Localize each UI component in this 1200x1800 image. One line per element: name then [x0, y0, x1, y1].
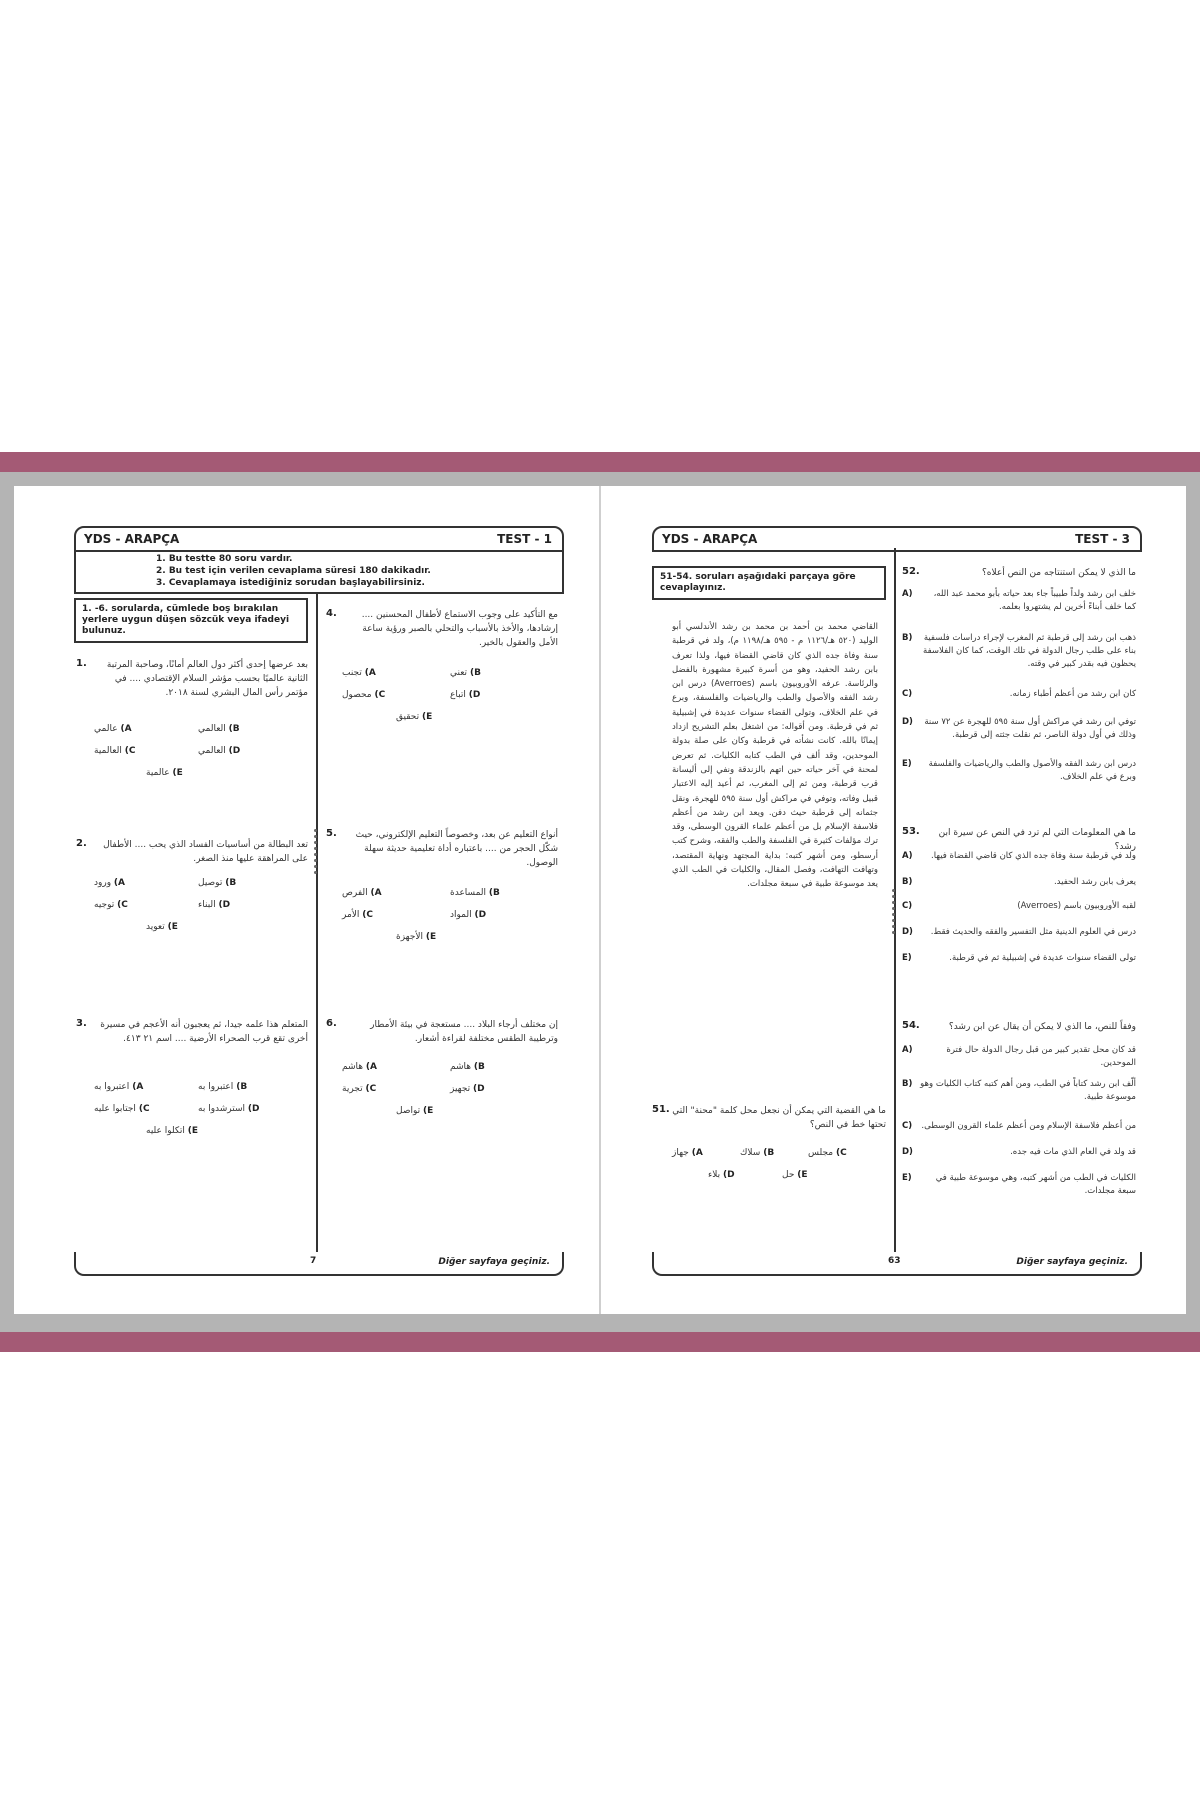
left-page [74, 526, 564, 1266]
option-b[interactable]: B) تعني [450, 668, 481, 678]
option-c[interactable]: C) العالمية [94, 746, 136, 756]
option-d[interactable]: D) اتباع [450, 690, 481, 700]
question-51 [652, 1104, 886, 1132]
question-4 [326, 608, 558, 650]
question-6-options [342, 1062, 552, 1132]
question-number: 51. [652, 1104, 670, 1115]
question-text: تعد البطالة من أساسيات الفساد الذي يحب .... الأطفال على المراهقة عليها منذ الصغر. [103, 840, 308, 864]
question-5 [326, 828, 558, 870]
question-3 [74, 1018, 308, 1046]
option-d[interactable]: D) قد ولد في العام الذي مات فيه جده. [902, 1147, 1136, 1157]
section-note-box [74, 598, 308, 643]
option-a[interactable]: A) قد كان محل تقدير كبير من قبل رجال الدولة حال فترة الموحدين. [902, 1045, 1136, 1068]
option-e[interactable]: E) حل [782, 1170, 808, 1180]
question-number: 54. [902, 1020, 920, 1031]
option-d[interactable]: D) درس في العلوم الدينية مثل التفسير والفقه والحديث فقط. [902, 927, 1136, 937]
option-b[interactable]: B) توصيل [198, 878, 237, 888]
question-5-options [342, 888, 552, 958]
question-number: 6. [326, 1018, 337, 1029]
right-page-header [652, 526, 1142, 552]
option-e[interactable]: E) عالمية [146, 768, 183, 778]
question-51-options [672, 1148, 882, 1188]
question-number: 52. [902, 566, 920, 577]
option-b[interactable]: B) ذهب ابن رشد إلى قرطبة ثم المغرب لإجراء دراسات فلسفية بناء على طلب رجال الدولة في تلك الوقت، كما كان الفلاسفة يحظون فيه بقدر كبير في وقته. [902, 633, 1136, 669]
option-c[interactable]: C) مجلس [808, 1148, 847, 1158]
next-page-note: Diğer sayfaya geçiniz. [1016, 1257, 1128, 1267]
question-text: المتعلم هذا علمه جيدا، ثم يعجبون أنه الأعجم في مسيرة أخرى تقع قرب الصحراء الأرضية .... اسم ٢١ ٤١٣. [100, 1020, 308, 1044]
option-c[interactable]: C) الأمر [342, 910, 374, 920]
section-note: 51-54. soruları aşağıdaki parçaya göre cevaplayınız. [652, 566, 886, 600]
dot-separator [314, 826, 318, 877]
question-text: ما هي القضية التي يمكن أن نجعل محل كلمة "محنة" التي تحتها خط في النص؟ [672, 1106, 886, 1130]
option-c[interactable]: C) تجرية [342, 1084, 377, 1094]
option-b[interactable]: B) اعتبروا به [198, 1082, 248, 1092]
dot-separator [892, 886, 896, 937]
top-color-band [0, 452, 1200, 472]
option-a[interactable]: A) الفرص [342, 888, 382, 898]
test-instructions [74, 550, 564, 594]
page-number: 7 [310, 1256, 317, 1266]
option-a[interactable]: A) اعتبروا به [94, 1082, 144, 1092]
option-d[interactable]: D) توفي ابن رشد في مراكش أول سنة ٥٩٥ للهجرة عن ٧٢ سنة وذلك في أول دولة الناصر، ثم نقلت جثته إلى قرطبة. [902, 717, 1136, 740]
question-text: أنواع التعليم عن بعد، وخصوصاً التعليم الإلكتروني، حيث شكّل الحجر من .... باعتباره أداة تعليمية حديثة سهلة الوصول. [355, 830, 558, 868]
option-b[interactable]: B) هاشم [450, 1062, 485, 1072]
option-a[interactable]: A) تجنب [342, 668, 376, 678]
option-a[interactable]: A) عالمي [94, 724, 132, 734]
instruction-line: 2. Bu test için verilen cevaplama süresi 180 dakikadır. [156, 566, 431, 576]
subject-title: YDS - ARAPÇA [662, 532, 758, 546]
instruction-line: 1. Bu testte 80 soru vardır. [156, 554, 293, 564]
book-spread [14, 486, 1186, 1314]
option-e[interactable]: E) اتكلوا عليه [146, 1126, 199, 1136]
right-page [652, 526, 1142, 1266]
option-b[interactable]: B) يعرف بابن رشد الحفيد. [902, 877, 1136, 887]
instruction-line: 3. Cevaplamaya istediğiniz sorudan başlayabilirsiniz. [156, 578, 425, 588]
bottom-color-band [0, 1332, 1200, 1352]
option-e[interactable]: E) تولى القضاء سنوات عديدة في إشبيلية ثم في قرطبة. [902, 953, 1136, 963]
question-3-options [94, 1082, 304, 1152]
book-spine [599, 486, 601, 1314]
option-c[interactable]: C) كان ابن رشد من أعظم أطباء زمانه. [902, 689, 1136, 699]
option-a[interactable]: A) ولد في قرطبة سنة وفاة جده الذي كان قاضي القضاة فيها. [902, 851, 1136, 861]
option-b[interactable]: B) المساعدة [450, 888, 500, 898]
option-d[interactable]: D) بلاء [708, 1170, 735, 1180]
question-54 [902, 1020, 1136, 1034]
option-e[interactable]: E) تواصل [396, 1106, 434, 1116]
next-page-note: Diğer sayfaya geçiniz. [438, 1257, 550, 1267]
option-b[interactable]: B) العالمي [198, 724, 240, 734]
section-note-box [652, 566, 886, 600]
option-c[interactable]: C) محصول [342, 690, 386, 700]
question-number: 5. [326, 828, 337, 839]
option-b[interactable]: B) ألّف ابن رشد كتاباً في الطب، ومن أهم كتبه كتاب الكليات وهو موسوعة طبية. [902, 1079, 1136, 1102]
question-number: 4. [326, 608, 337, 619]
question-number: 2. [76, 838, 87, 849]
subject-title: YDS - ARAPÇA [84, 532, 180, 546]
option-b[interactable]: B) سلاك [740, 1148, 775, 1158]
test-title: TEST - 3 [1075, 532, 1130, 546]
option-c[interactable]: C) لقبه الأوروبيون باسم (Averroes) [902, 901, 1136, 911]
option-d[interactable]: D) العالمي [198, 746, 241, 756]
option-e[interactable]: E) الكليات في الطب من أشهر كتبه، وهي موسوعة طبية في سبعة مجلدات. [902, 1173, 1136, 1196]
question-1-options [94, 724, 304, 794]
question-6 [326, 1018, 558, 1046]
option-a[interactable]: A) هاشم [342, 1062, 377, 1072]
question-text: مع التأكيد على وجوب الاستماع لأطفال المحسنين .... إرشادها، والأخذ بالأسباب والتحلي بالصبر ورؤية ساعة الأمل والعقول بالخير. [361, 610, 558, 648]
option-a[interactable]: A) جهاز [672, 1148, 703, 1158]
question-4-options [342, 668, 552, 738]
question-52 [902, 566, 1136, 580]
question-text: وفقاً للنص، ما الذي لا يمكن أن يقال عن ابن رشد؟ [948, 1022, 1136, 1032]
option-d[interactable]: D) المواد [450, 910, 487, 920]
question-text: ما هي المعلومات التي لم ترد في النص عن سيرة ابن رشد؟ [938, 828, 1136, 852]
question-2-options [94, 878, 304, 948]
option-e[interactable]: E) درس ابن رشد الفقه والأصول والطب والرياضيات والفلسفة وبرع في علم الخلاف. [902, 759, 1136, 782]
reading-passage: القاضي محمد بن أحمد بن محمد بن رشد الأندلسي أبو الوليد (٥٢٠ هـ/١١٢٦ م - ٥٩٥ هـ/١١٩٨ م)، ولد في قرطبة سنة وفاة جده الذي كان قاضي القضاة فيها، ولذا تعرف بابن رشد الحفيد، وهو من أسرة كبيرة مشهورة بالفضل والرئاسة. عرفه الأوروبيون باسم (Averroes) درس ابن رشد الفقه والأصول والطب والرياضيات والفلسفة، وبرع في علم الخلاف، وتولى القضاء سنوات عديدة في إشبيلية ثم في قرطبة. ومن أقواله: من اشتغل بعلم التشريح ازداد إيمانًا بالله. كانت نشأته في قرطبة وكان على صلة بدولة الموحدين، وقد ألف في الطب كتابه الكليات. ثم تعرض لمحنة في آخر حياته حين اتهم بالزندقة ونفي إلى أليسانة قرب قرطبة، ومن ثم إلى المغرب، ثم أعيد إليه الاعتبار قبيل وفاته، وتوفي في مراكش أول سنة ٥٩٥ للهجرة، ونقل جثمانه إلى قرطبة حيث دفن. ويعد ابن رشد من أعظم فلاسفة الإسلام بل من أعظم علماء القرون الوسطى، وقد ترك مؤلفات كثيرة في الفلسفة والطب والفقه، وشرح كتب أرسطو، ومن أشهر كتبه: بداية المجتهد ونهاية المقتصد، وتهافت التهافت، وفصل المقال، والكليات في الطب الذي يعد موسوعة طبية في سبعة مجلدات. [672, 622, 878, 890]
option-d[interactable]: D) استرشدوا به [198, 1104, 260, 1114]
test-title: TEST - 1 [497, 532, 552, 546]
option-c[interactable]: C) اجتابوا عليه [94, 1104, 150, 1114]
option-e[interactable]: E) الأجهزة [396, 932, 437, 942]
option-a[interactable]: A) ورود [94, 878, 126, 888]
left-page-footer [74, 1252, 564, 1276]
question-number: 1. [76, 658, 87, 669]
option-d[interactable]: D) البناء [198, 900, 231, 910]
question-2 [74, 838, 308, 866]
question-number: 53. [902, 826, 920, 837]
section-note: 1. -6. sorularda, cümlede boş bırakılan yerlere uygun düşen sözcük veya ifadeyi bulunuz. [74, 598, 308, 643]
left-page-header [74, 526, 564, 552]
option-a[interactable]: A) خلف ابن رشد ولداً طبيباً جاء بعد حياته بأبو محمد عبد الله، كما خلف أبناءً أخرين لم يشتهروا بعلمه. [902, 589, 1136, 612]
option-c[interactable]: C) من أعظم فلاسفة الإسلام ومن أعظم علماء القرون الوسطى. [902, 1121, 1136, 1131]
right-page-footer [652, 1252, 1142, 1276]
option-e[interactable]: E) تحقيق [396, 712, 433, 722]
question-text: إن مختلف أرجاء البلاد .... مستعجة في بيئة الأمطار وترطيبة الطقس مختلفة لقراءة أشعار. [370, 1020, 558, 1044]
column-divider [316, 592, 318, 1252]
question-text: بعد عرضها إحدى أكثر دول العالم أمانًا، وصاحبة المرتبة الثانية عالميًا بحسب مؤشر السلام الإقتصادي .... في مؤتمر رأس المال البشري لسنة ٢٠١٨. [106, 660, 308, 698]
question-1 [74, 658, 308, 700]
option-e[interactable]: E) تعويد [146, 922, 178, 932]
page-number: 63 [888, 1256, 901, 1266]
option-c[interactable]: C) توجيه [94, 900, 128, 910]
question-number: 3. [76, 1018, 87, 1029]
option-d[interactable]: D) تجهيز [450, 1084, 485, 1094]
question-text: ما الذي لا يمكن استنتاجه من النص أعلاه؟ [982, 568, 1136, 578]
